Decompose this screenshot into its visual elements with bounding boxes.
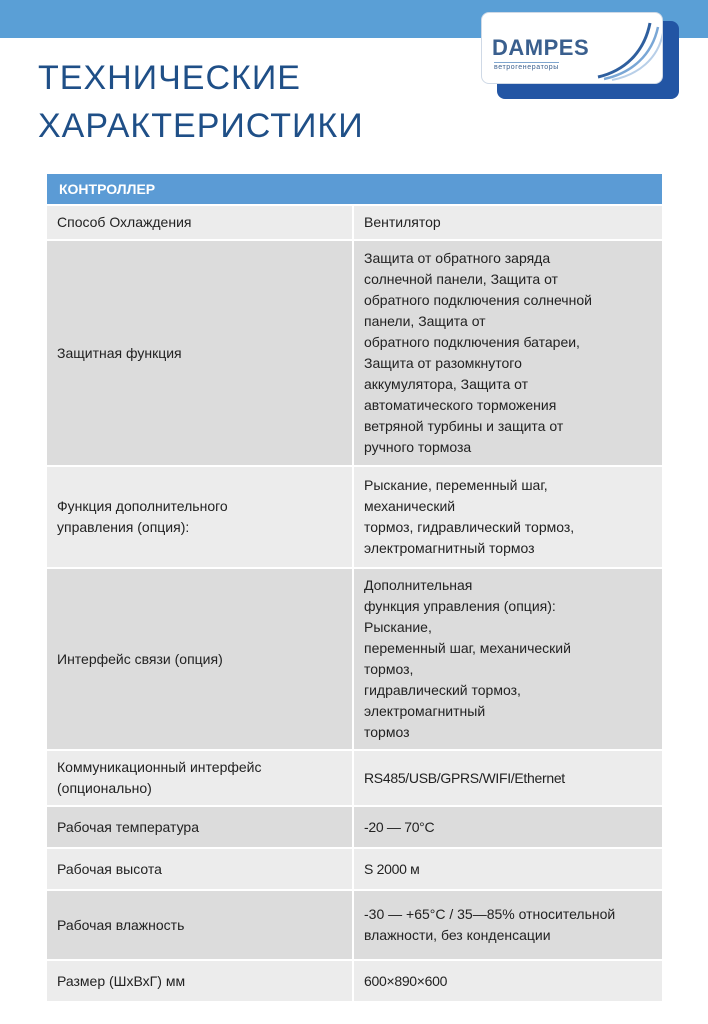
- page-title: ТЕХНИЧЕСКИЕ ХАРАКТЕРИСТИКИ: [38, 59, 364, 145]
- spec-label: Рабочая температура: [47, 806, 353, 848]
- table-section-header: [47, 174, 662, 205]
- wind-swoosh-icon: [594, 19, 663, 81]
- table-row: [47, 466, 662, 568]
- controller-spec-table: [47, 174, 662, 1003]
- table-row: [47, 806, 662, 848]
- table-row: [47, 848, 662, 890]
- table-row: [47, 750, 662, 806]
- spec-label: Защитная функция: [47, 240, 353, 466]
- spec-value: Дополнительная функция управления (опция): Рыскание, переменный шаг, механический тормоз, гидравлический тормоз, электромагнитный тормоз: [353, 568, 662, 750]
- table-row: [47, 960, 662, 1002]
- spec-label: Способ Охлаждения: [47, 205, 353, 240]
- spec-value: RS485/USB/GPRS/WIFI/Ethernet: [353, 750, 662, 806]
- spec-label: Рабочая высота: [47, 848, 353, 890]
- table-row: [47, 205, 662, 240]
- spec-value: 600×890×600: [353, 960, 662, 1002]
- spec-label: Функция дополнительного управления (опция):: [47, 466, 353, 568]
- spec-label: Коммуникационный интерфейс (опционально): [47, 750, 353, 806]
- spec-value: -30 — +65°C / 35—85% относительной влажности, без конденсации: [353, 890, 662, 960]
- brand-tagline: ветрогенераторы: [494, 64, 559, 71]
- spec-value: -20 — 70°C: [353, 806, 662, 848]
- spec-label: Интерфейс связи (опция): [47, 568, 353, 750]
- section-title: КОНТРОЛЛЕР: [47, 174, 662, 205]
- brand-name: DAMPES: [492, 35, 590, 60]
- spec-value: Защита от обратного заряда солнечной панели, Защита от обратного подключения солнечной панели, Защита от обратного подключения батареи, Защита от разомкнутого аккумулятора, Защита от автоматического торможения ветряной турбины и защита от ручного тормоза: [353, 240, 662, 466]
- spec-label: Рабочая влажность: [47, 890, 353, 960]
- table-row: [47, 568, 662, 750]
- spec-label: Размер (ШхВхГ) мм: [47, 960, 353, 1002]
- spec-value: Вентилятор: [353, 205, 662, 240]
- table-row: [47, 890, 662, 960]
- table-row: [47, 240, 662, 466]
- brand-logo: [481, 12, 663, 84]
- spec-value: Рыскание, переменный шаг, механический тормоз, гидравлический тормоз, электромагнитный тормоз: [353, 466, 662, 568]
- spec-value: S 2000 м: [353, 848, 662, 890]
